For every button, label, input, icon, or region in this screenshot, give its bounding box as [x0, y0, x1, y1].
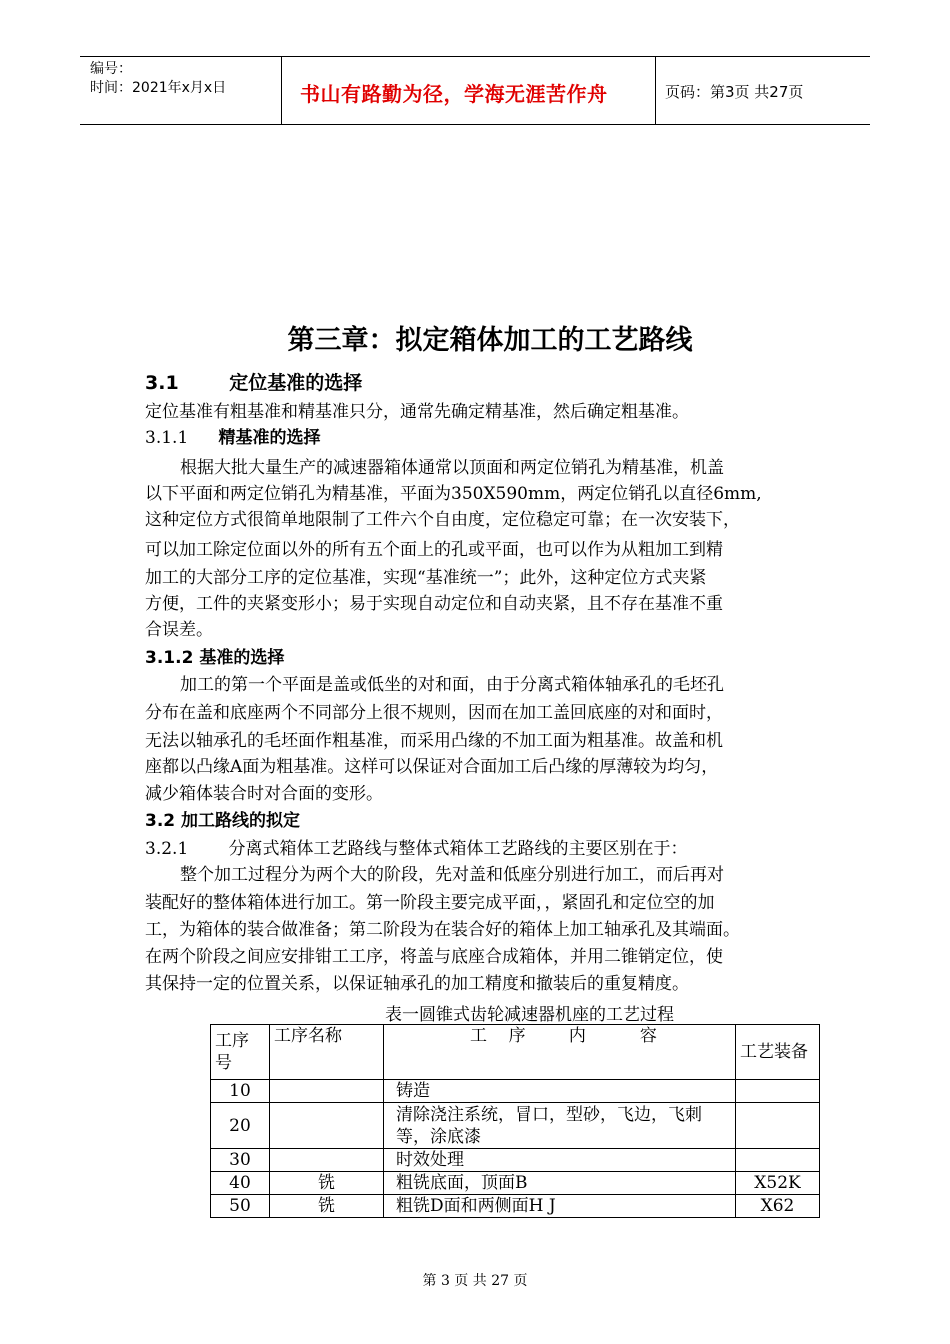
- paragraph-line: 工，为箱体的装合做准备；第二阶段为在装合好的箱体上加工轴承孔及其端面。: [145, 920, 740, 940]
- table-row: [211, 1149, 820, 1172]
- paragraph-line: 无法以轴承孔的毛坯面作粗基准，而采用凸缘的不加工面为粗基准。故盖和机: [145, 731, 723, 751]
- header-cell: 工序号: [211, 1025, 270, 1080]
- table-cell: 清除浇注系统，冒口，型砂，飞边，飞刺等，涂底漆: [384, 1103, 736, 1149]
- paragraph-line: 其保持一定的位置关系，以保证轴承孔的加工精度和撤装后的重复精度。: [145, 974, 689, 994]
- paragraph-line: 合误差。: [145, 620, 213, 640]
- header-divider-right: [655, 57, 656, 124]
- table-cell: 粗铣底面，顶面B: [384, 1172, 736, 1195]
- date-label: 时间：2021年x月x日: [90, 80, 227, 96]
- table-cell: [270, 1149, 384, 1172]
- table-cell: [736, 1103, 820, 1149]
- table-caption: 表一圆锥式齿轮减速器机座的工艺过程: [385, 1005, 674, 1025]
- number-label: 编号：: [90, 61, 132, 77]
- table-cell: 40: [211, 1172, 270, 1195]
- table-cell: [270, 1080, 384, 1103]
- paragraph-line: 整个加工过程分为两个大的阶段，先对盖和低座分别进行加工，而后再对: [180, 865, 724, 885]
- table-header-row: [211, 1025, 820, 1080]
- table-cell: 50: [211, 1195, 270, 1218]
- paragraph-line: 方便，工件的夹紧变形小；易于实现自动定位和自动夹紧，且不存在基准不重: [145, 594, 723, 614]
- header-cell: 工艺装备: [736, 1025, 820, 1080]
- section-number: 3.1.1: [145, 428, 189, 448]
- paragraph-line: 根据大批大量生产的减速器箱体通常以顶面和两定位销孔为精基准，机盖: [180, 458, 724, 478]
- section-title: 定位基准的选择: [229, 372, 363, 394]
- section-number: 3.1: [145, 372, 179, 394]
- paragraph-line: 以下平面和两定位销孔为精基准，平面为350X590mm，两定位销孔以直径6mm,: [145, 484, 762, 504]
- table-cell: 铸造: [384, 1080, 736, 1103]
- table-cell: [736, 1149, 820, 1172]
- chapter-title: 第三章：拟定箱体加工的工艺路线: [287, 325, 693, 356]
- paragraph-line: 分布在盖和底座两个不同部分上很不规则，因而在加工盖回底座的对和面时，: [145, 703, 723, 723]
- paragraph-line: 加工的第一个平面是盖或低坐的对和面，由于分离式箱体轴承孔的毛坯孔: [180, 675, 724, 695]
- section-number: 3.2.1: [145, 839, 189, 859]
- section-heading-3-1-1: [145, 425, 321, 451]
- table-cell: 20: [211, 1103, 270, 1149]
- paragraph-line: 在两个阶段之间应安排钳工工序，将盖与底座合成箱体，并用二锥销定位，使: [145, 947, 723, 967]
- paragraph-3-1: 定位基准有粗基准和精基准只分，通常先确定精基准，然后确定粗基准。: [145, 402, 689, 422]
- header-cell: 工 序 内 容: [384, 1025, 736, 1080]
- table-cell: 铣: [270, 1195, 384, 1218]
- paragraph-line: 加工的大部分工序的定位基准，实现“基准统一”；此外，这种定位方式夹紧: [145, 568, 707, 588]
- section-title: 精基准的选择: [218, 428, 321, 448]
- table-cell: 10: [211, 1080, 270, 1103]
- table-row: [211, 1080, 820, 1103]
- table-cell: [270, 1103, 384, 1149]
- section-heading-3-2: 3.2 加工路线的拟定: [145, 811, 301, 831]
- table-cell: X52K: [736, 1172, 820, 1195]
- page-info: 页码：第3页 共27页: [665, 83, 804, 101]
- table-row: [211, 1195, 820, 1218]
- paragraph-line: 可以加工除定位面以外的所有五个面上的孔或平面，也可以作为从粗加工到精: [145, 540, 723, 560]
- header-motto: 书山有路勤为径，学海无涯苦作舟: [300, 82, 608, 106]
- paragraph-line: 装配好的整体箱体进行加工。第一阶段主要完成平面，，紧固孔和定位空的加: [145, 893, 715, 913]
- process-table: [210, 1024, 820, 1218]
- section-heading-3-1: [145, 370, 362, 396]
- header-bottom-rule: [80, 124, 870, 125]
- table-cell: 30: [211, 1149, 270, 1172]
- section-heading-3-1-2: 3.1.2 基准的选择: [145, 648, 285, 668]
- table-row: [211, 1172, 820, 1195]
- header-cell: 工序名称: [270, 1025, 384, 1080]
- table-row: [211, 1103, 820, 1149]
- table-cell: X62: [736, 1195, 820, 1218]
- paragraph-line: 减少箱体装合时对合面的变形。: [145, 784, 383, 804]
- header-top-rule: [80, 56, 870, 57]
- paragraph-line: 座都以凸缘A面为粗基准。这样可以保证对合面加工后凸缘的厚薄较为均匀，: [145, 757, 719, 777]
- table-cell: 铣: [270, 1172, 384, 1195]
- table-cell: 粗铣D面和两侧面H J: [384, 1195, 736, 1218]
- table-cell: 时效处理: [384, 1149, 736, 1172]
- section-text: 分离式箱体工艺路线与整体式箱体工艺路线的主要区别在于：: [228, 839, 688, 859]
- table-cell: [736, 1080, 820, 1103]
- paragraph-line: 这种定位方式很简单地限制了工件六个自由度，定位稳定可靠；在一次安装下，: [145, 510, 740, 530]
- page-footer: 第 3 页 共 27 页: [422, 1273, 528, 1289]
- header-divider-left: [281, 57, 282, 124]
- section-heading-3-2-1: [145, 836, 688, 862]
